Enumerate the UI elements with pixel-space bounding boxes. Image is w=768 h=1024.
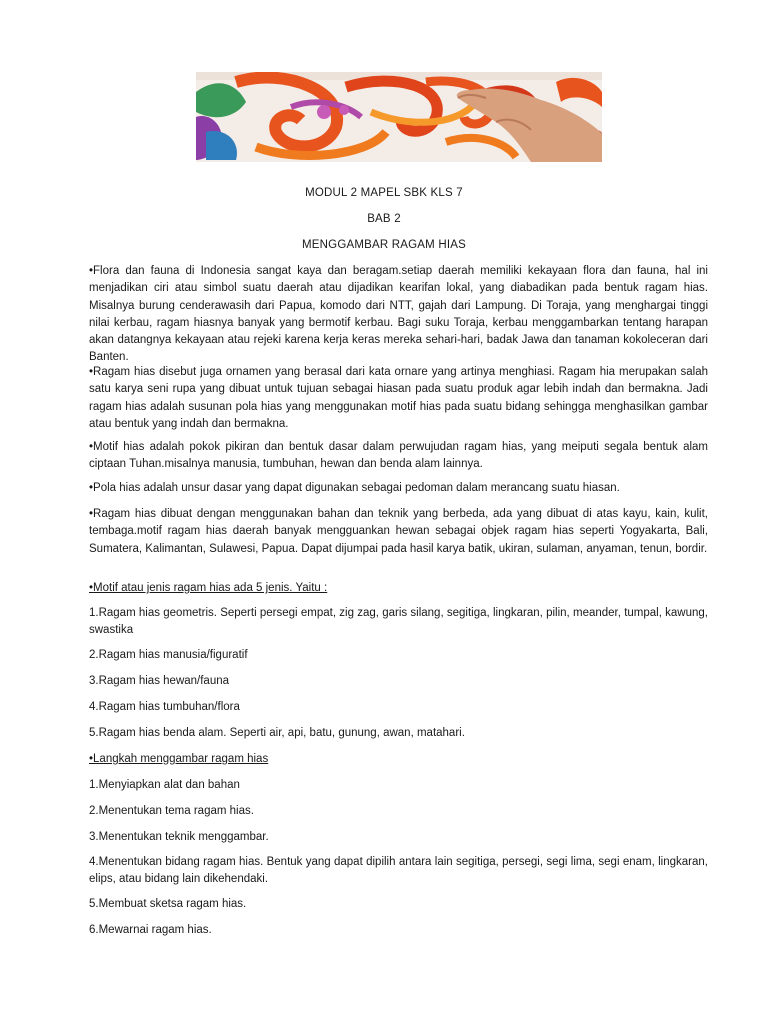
langkah-list-item: 5.Membuat sketsa ragam hias. bbox=[89, 898, 247, 910]
motif-section-title: •Motif atau jenis ragam hias ada 5 jenis. Yaitu : bbox=[89, 582, 328, 594]
langkah-list-item: 1.Menyiapkan alat dan bahan bbox=[89, 779, 240, 791]
motif-list-item: 5.Ragam hias benda alam. Seperti air, api, batu, gunung, awan, matahari. bbox=[89, 727, 465, 739]
paragraph-motif-hias: •Motif hias adalah pokok pikiran dan bentuk dasar dalam perwujudan ragam hias, yang meiputi segala bentuk alam ciptaan Tuhan.misalnya manusia, tumbuhan, hewan dan benda alam lainnya. bbox=[89, 441, 708, 471]
langkah-list-item: 6.Mewarnai ragam hias. bbox=[89, 924, 212, 936]
paragraph-pola-hias: •Pola hias adalah unsur dasar yang dapat digunakan sebagai pedoman dalam merancang suatu hiasan. bbox=[89, 482, 620, 494]
motif-list-item: 2.Ragam hias manusia/figuratif bbox=[89, 649, 248, 661]
langkah-list-item: 4.Menentukan bidang ragam hias. Bentuk yang dapat dipilih antara lain segitiga, persegi, segi lima, segi enam, lingkaran, elips, atau bidang lain dikehendaki. bbox=[89, 856, 708, 886]
motif-list-item: 4.Ragam hias tumbuhan/flora bbox=[89, 701, 240, 713]
document-title: MENGGAMBAR RAGAM HIAS bbox=[302, 239, 466, 251]
ornament-illustration bbox=[196, 72, 602, 162]
chapter-heading: BAB 2 bbox=[367, 213, 401, 225]
langkah-list-item: 3.Menentukan teknik menggambar. bbox=[89, 831, 269, 843]
langkah-section-title: •Langkah menggambar ragam hias bbox=[89, 753, 269, 765]
langkah-list-item: 2.Menentukan tema ragam hias. bbox=[89, 805, 254, 817]
motif-list-item: 3.Ragam hias hewan/fauna bbox=[89, 675, 230, 687]
motif-list-item: 1.Ragam hias geometris. Seperti persegi empat, zig zag, garis silang, segitiga, lingkaran, pilin, meander, tumpal, kawung, swastika bbox=[89, 607, 708, 637]
module-heading: MODUL 2 MAPEL SBK KLS 7 bbox=[305, 187, 463, 199]
paragraph-flora-fauna: •Flora dan fauna di Indonesia sangat kaya dan beragam.setiap daerah memiliki kekayaan flora dan fauna, hal ini menjadikan ciri atau simbol suatu daerah atau dijadikan kearifan lokal, yang diabadikan pada bentuk ragam hias. Misalnya burung cenderawasih dari Papua, komodo dari NTT, gajah dari Lampung. Di Toraja, yang menghargai tinggi nilai kerbau, ragam hiasnya banyak yang bermotif kerbau. Bagi suku Toraja, kerbau menggambarkan tentang harapan akan datangnya kekayaan atau rejeki karena kerja keras mereka sehari-hari, badak Jawa dan tanaman kokoleceran dari Banten. bbox=[89, 265, 708, 364]
paragraph-definition-ragam-hias: •Ragam hias disebut juga ornamen yang berasal dari kata ornare yang artinya menghiasi. Ragam hia merupakan salah satu karya seni rupa yang dibuat untuk tujuan sebagai hiasan pada suatu produk agar lebih indah dan bermakna. Jadi ragam hias adalah susunan pola hias yang menggunakan motif hias pada suatu bidang sehingga menghasilkan gambar atau bentuk yang indah dan bermakna. bbox=[89, 366, 708, 430]
paragraph-bahan-teknik: •Ragam hias dibuat dengan menggunakan bahan dan teknik yang berbeda, ada yang dibuat di atas kayu, kain, kulit, tembaga.motif ragam hias daerah banyak mengguankan hewan sebagai objek ragam hias seperti Yogyakarta, Bali, Sumatera, Kalimantan, Sulawesi, Papua. Dapat dijumpai pada hasil karya batik, ukiran, sulaman, anyaman, tenun, bordir. bbox=[89, 508, 708, 555]
ragam-hias-banner-image bbox=[196, 72, 602, 162]
